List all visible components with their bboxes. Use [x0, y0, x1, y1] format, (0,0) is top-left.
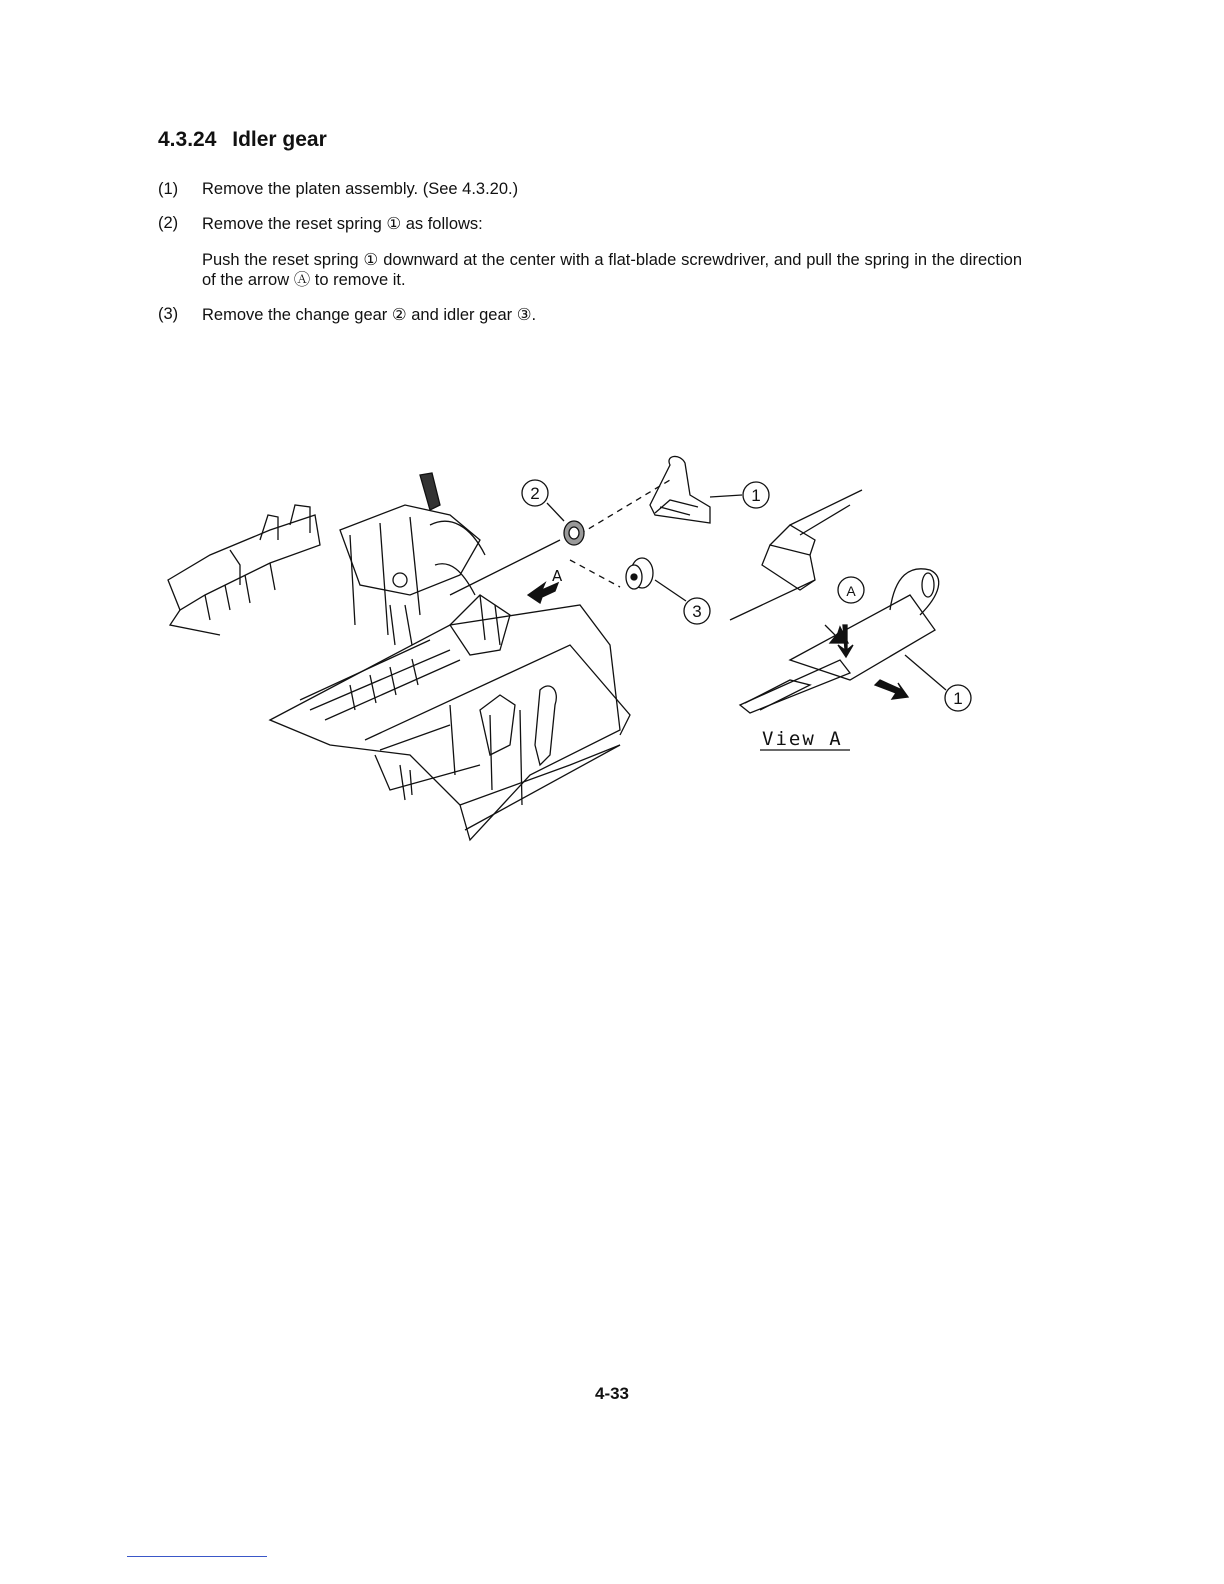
footer-rule [127, 1556, 267, 1557]
explode-line-3 [570, 560, 620, 587]
step-text: Remove the change gear ② and idler gear ③. [202, 306, 537, 324]
step-number: (1) [158, 180, 179, 198]
direction-label: A [552, 567, 563, 585]
callout-1-detail-label: 1 [953, 689, 963, 708]
callout-2-label: 2 [530, 484, 540, 503]
leader-line [710, 495, 742, 497]
explode-line-2 [570, 480, 670, 540]
section-heading [158, 128, 327, 152]
idler-gear-removal-diagram [150, 445, 963, 855]
callout-3-label: 3 [692, 602, 702, 621]
change-gear [564, 521, 584, 545]
step-text: Remove the reset spring ① as follows: [202, 215, 483, 233]
direction-arrow-icon [528, 583, 558, 603]
step-number: (3) [158, 305, 179, 323]
section-number: 4.3.24 [158, 128, 217, 151]
leader-line [655, 580, 686, 601]
leader-line [905, 655, 946, 690]
step-number: (2) [158, 214, 179, 232]
idler-gear [626, 558, 653, 589]
callout-a-label: A [846, 583, 856, 599]
printer-frame [168, 473, 630, 840]
reset-spring [650, 456, 710, 523]
page-number: 4-33 [594, 1384, 630, 1403]
section-title: Idler gear [232, 128, 327, 151]
step-text: Remove the platen assembly. (See 4.3.20.) [202, 180, 519, 198]
callout-1-label: 1 [751, 486, 761, 505]
leader-line [547, 503, 564, 521]
view-a-caption: View A [762, 728, 843, 750]
step-2-detail: Push the reset spring ① downward at the center with a flat-blade screwdriver, and pull the spring in the direction of the arrow Ⓐ to remove it. [202, 251, 1022, 289]
view-a-detail [730, 490, 939, 713]
